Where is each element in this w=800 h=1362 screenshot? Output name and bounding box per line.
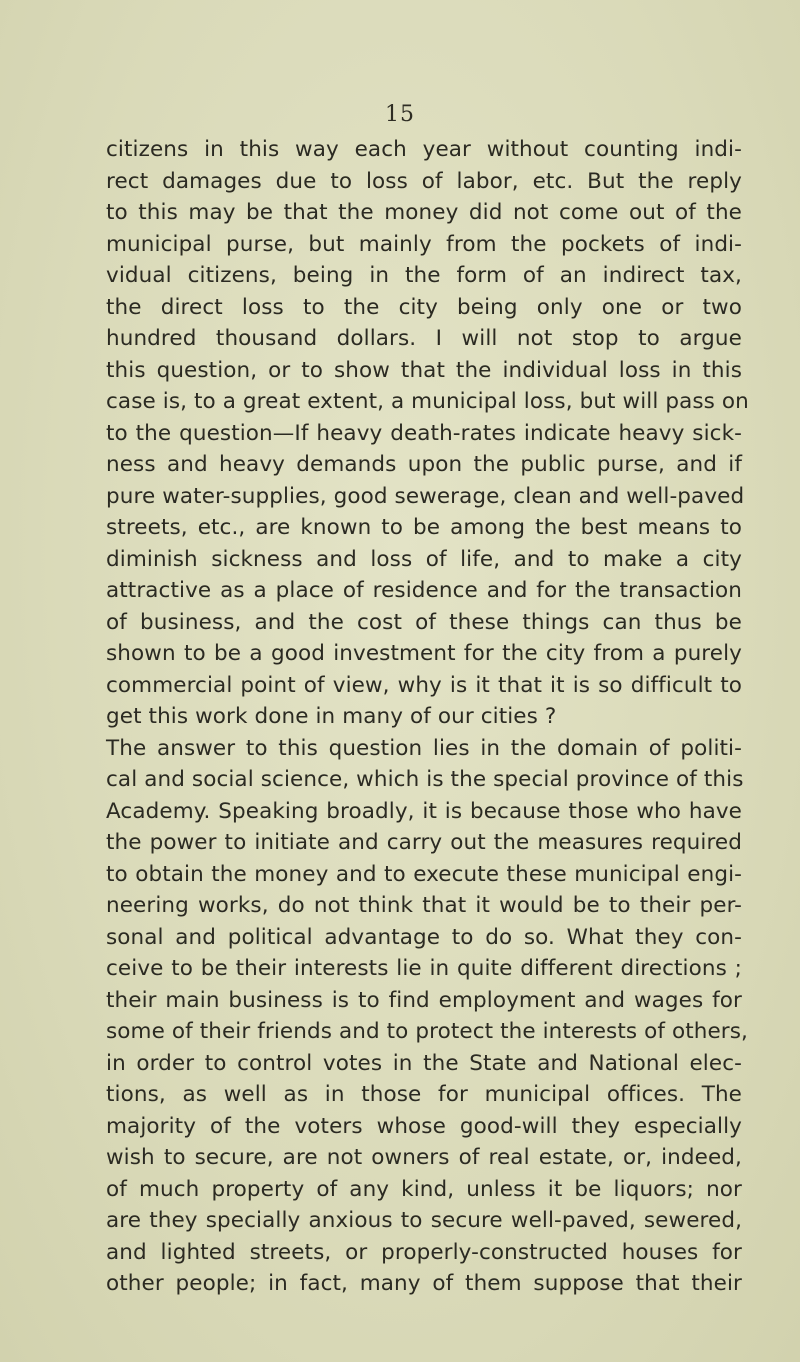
text-line: are they specially anxious to secure well-paved, sewered,	[106, 1208, 742, 1233]
text-line: attractive as a place of residence and for the transaction	[106, 578, 742, 603]
text-line: the direct loss to the city being only one or two	[106, 294, 742, 320]
text-line: The answer to this question lies in the domain of politi-	[106, 735, 742, 761]
page-number: 15	[385, 102, 415, 127]
text-line: and lighted streets, or properly-constructed houses for	[106, 1239, 742, 1265]
text-line: of business, and the cost of these things can thus be	[106, 609, 742, 635]
text-line: majority of the voters whose good-will they especially	[106, 1113, 742, 1139]
text-line: streets, etc., are known to be among the best means to	[106, 515, 742, 540]
text-line: pure water-supplies, good sewerage, clean and well-paved	[106, 483, 745, 509]
text-line: this question, or to show that the individual loss in this	[106, 357, 742, 383]
text-line: the power to initiate and carry out the measures required	[106, 830, 742, 855]
text-line: their main business is to find employment and wages for	[106, 987, 742, 1013]
text-line: Academy. Speaking broadly, it is because those who have	[106, 798, 742, 824]
text-line: other people; in fact, many of them suppose that their	[106, 1271, 742, 1296]
text-line: in order to control votes in the State and National elec-	[106, 1050, 742, 1076]
text-line: vidual citizens, being in the form of an indirect tax,	[106, 263, 742, 288]
text-line: some of their friends and to protect the interests of others,	[106, 1019, 748, 1044]
text-line: ceive to be their interests lie in quite different directions ;	[106, 956, 742, 981]
text-line: tions, as well as in those for municipal offices. The	[106, 1082, 742, 1107]
text-line: citizens in this way each year without counting indi-	[106, 137, 742, 162]
body-text	[106, 134, 749, 1300]
text-line: to obtain the money and to execute these municipal engi-	[106, 861, 742, 887]
text-line: wish to secure, are not owners of real estate, or, indeed,	[106, 1145, 742, 1170]
text-line: of much property of any kind, unless it be liquors; nor	[106, 1176, 742, 1202]
text-line: to this may be that the money did not come out of the	[106, 200, 742, 225]
text-line: case is, to a great extent, a municipal loss, but will pass on	[106, 389, 749, 414]
text-line: ness and heavy demands upon the public purse, and if	[106, 452, 742, 477]
text-line: commercial point of view, why is it that it is so difficult to	[106, 672, 742, 698]
text-line: rect damages due to loss of labor, etc. But the reply	[106, 168, 742, 194]
text-line: hundred thousand dollars. I will not stop to argue	[106, 326, 742, 351]
text-line: shown to be a good investment for the city from a purely	[106, 641, 742, 666]
text-line: to the question—If heavy death-rates indicate heavy sick-	[106, 420, 742, 446]
text-line: neering works, do not think that it would be to their per-	[106, 893, 742, 918]
text-line: municipal purse, but mainly from the pockets of indi-	[106, 231, 742, 257]
text-line: cal and social science, which is the special province of this	[106, 767, 744, 792]
text-line: diminish sickness and loss of life, and to make a city	[106, 546, 742, 572]
text-line: sonal and political advantage to do so. What they con-	[106, 924, 742, 950]
text-line: get this work done in many of our cities ?	[106, 704, 557, 729]
